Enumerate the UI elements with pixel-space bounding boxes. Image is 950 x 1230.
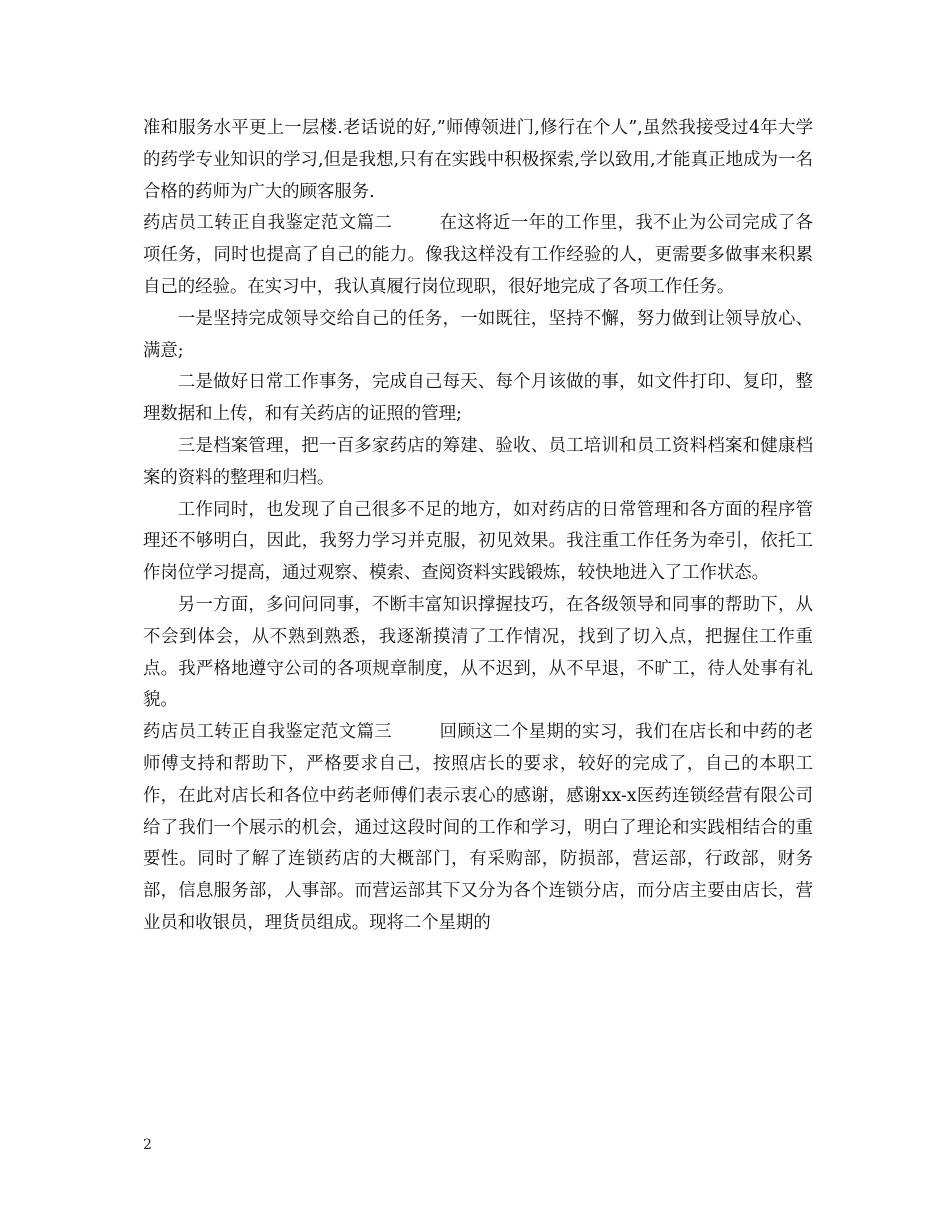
paragraph-intro: [143, 113, 813, 208]
document-body: [143, 113, 813, 940]
paragraph-shortcomings: [143, 495, 813, 590]
paragraph-text: 二是做好日常工作事务，完成自己每天、每个月该做的事，如文件打印、复印，整理数据和上传，和有关药店的证照的管理;: [143, 372, 813, 425]
paragraph-item-two: [143, 367, 813, 431]
paragraph-text: 三是档案管理，把一百多家药店的筹建、验收、员工培训和员工资料档案和健康档案的资料的整理和归档。: [143, 435, 813, 488]
paragraph-text: 在这将近一年的工作里，我不止为公司完成了各项任务，同时也提高了自己的能力。像我这样没有工作经验的人，更需要多做事来积累自己的经验。在实习中，我认真履行岗位现职，很好地完成了各项工作任务。: [143, 213, 813, 297]
paragraph-item-one: [143, 304, 813, 368]
paragraph-text: 一是坚持完成领导交给自己的任务，一如既往，坚持不懈，努力做到让领导放心、满意;: [143, 308, 813, 361]
paragraph-other-aspect: [143, 590, 813, 717]
paragraph-text: 准和服务水平更上一层楼.老话说的好,”师傅领进门,修行在个人”,虽然我接受过4年大学的药学专业知识的学习,但是我想,只有在实践中积极探索,学以致用,才能真正地成为一名合格的药师为广大的顾客服务.: [143, 118, 813, 202]
paragraph-text: 工作同时，也发现了自己很多不足的地方，如对药店的日常管理和各方面的程序管理还不够明白，因此，我努力学习并克服，初见效果。我注重工作任务为牵引，依托工作岗位学习提高，通过观察、模索、查阅资料实践锻炼，较快地进入了工作状态。: [143, 499, 813, 584]
paragraph-item-three: [143, 431, 813, 495]
page-number: 2: [143, 1137, 152, 1153]
paragraph-section-two: [143, 208, 813, 303]
paragraph-section-three: [143, 717, 813, 940]
section-heading-two: 药店员工转正自我鉴定范文篇二: [143, 213, 393, 234]
paragraph-text: 另一方面，多问问同事，不断丰富知识撑握技巧，在各级领导和同事的帮助下，从不会到体会，从不熟到熟悉，我逐渐摸清了工作情况，找到了切入点，把握住工作重点。我严格地遵守公司的各项规章制度，从不迟到，从不早退，不旷工，待人处事有礼貌。: [143, 594, 813, 711]
section-heading-three: 药店员工转正自我鉴定范文篇三: [143, 722, 393, 743]
paragraph-text: 回顾这二个星期的实习，我们在店长和中药的老师傅支持和帮助下，严格要求自己，按照店长的要求，较好的完成了，自己的本职工作，在此对店长和各位中药老师傅们表示衷心的感谢，感谢xx-x医药连锁经营有限公司给了我们一个展示的机会，通过这段时间的工作和学习，明白了理论和实践相结合的重要性。同时了解了连锁药店的大概部门，有采购部，防损部，营运部，行政部，财务部，信息服务部，人事部。而营运部其下又分为各个连锁分店，而分店主要由店长，营业员和收银员，理货员组成。现将二个星期的: [143, 722, 813, 933]
